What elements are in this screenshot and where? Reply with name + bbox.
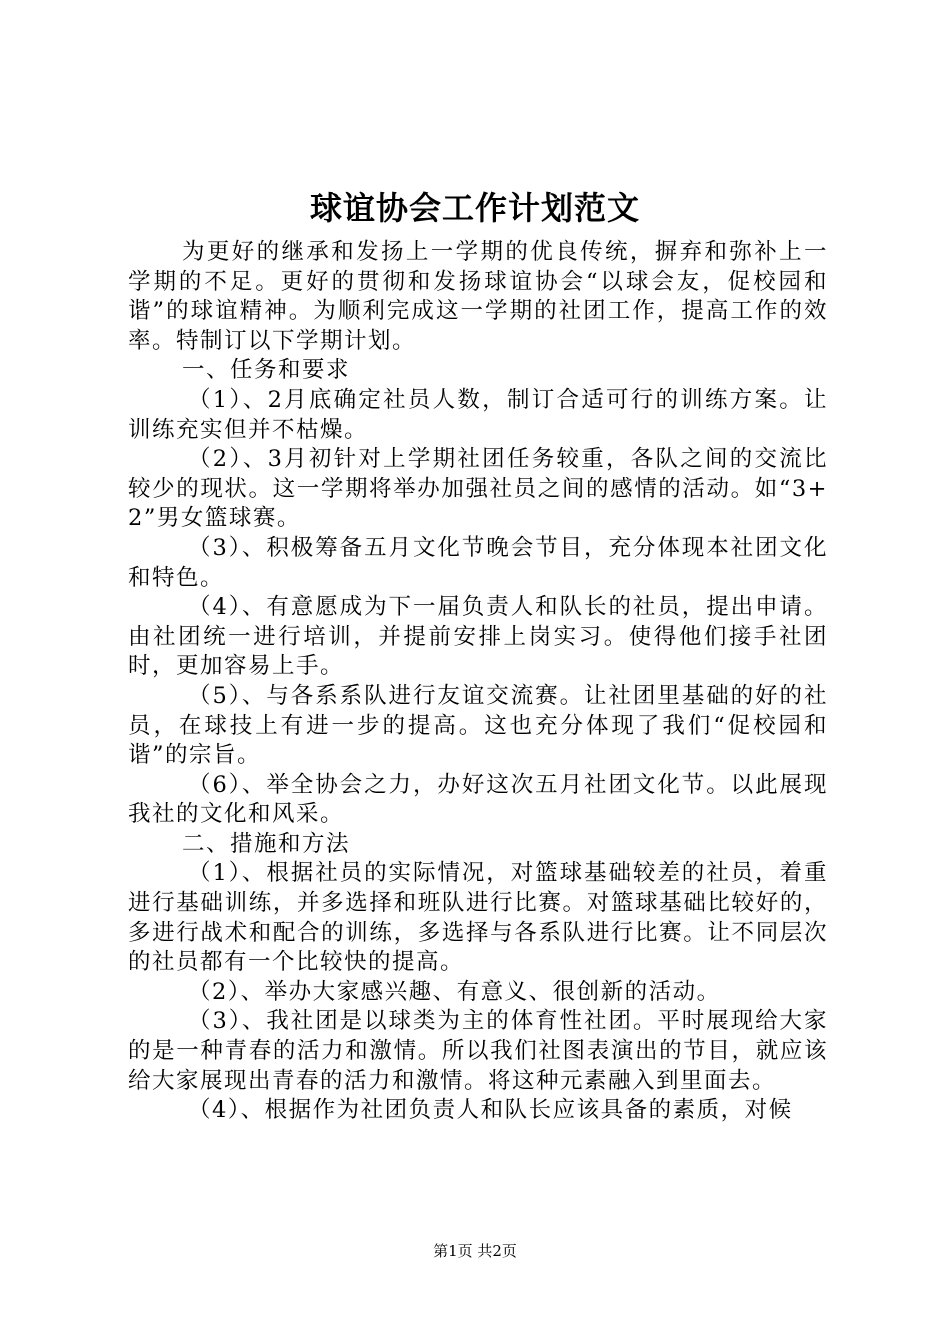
list-item: （1）、2月底确定社员人数，制订合适可行的训练方案。让训练充实但并不枯燥。 [128,386,828,443]
document-title: 球谊协会工作计划范文 [309,189,640,227]
list-item: （4）、根据作为社团负责人和队长应该具备的素质，对候 [188,1097,793,1124]
list-item: （3）、积极筹备五月文化节晚会节目，充分体现本社团文化和特色。 [128,534,828,591]
paragraph-intro: 为更好的继承和发扬上一学期的优良传统，摒弃和弥补上一学期的不足。更好的贯彻和发扬球谊协会“以球会友，促校园和谐”的球谊精神。为顺利完成这一学期的社团工作，提高工作的效率。特制订以下学期计划。 [128,239,828,354]
section-heading-measures: 二、措施和方法 [182,830,351,857]
list-item: （4）、有意愿成为下一届负责人和队长的社员，提出申请。由社团统一进行培训，并提前安排上岗实习。使得他们接手社团时，更加容易上手。 [128,594,828,680]
list-item: （5）、与各系系队进行友谊交流赛。让社团里基础的好的社员，在球技上有进一步的提高。这也充分体现了我们“促校园和谐”的宗旨。 [128,682,828,769]
document-body [128,238,828,1126]
list-item: （1）、根据社员的实际情况，对篮球基础较差的社员，着重进行基础训练，并多选择和班队进行比赛。对篮球基础比较好的，多进行战术和配合的训练，多选择与各系队进行比赛。让不同层次的社员都有一个比较快的提高。 [128,860,828,976]
list-item: （2）、3月初针对上学期社团任务较重，各队之间的交流比较少的现状。这一学期将举办加强社员之间的感情的活动。如“3+2”男女篮球赛。 [128,446,828,532]
page-number-footer: 第1页 共2页 [433,1242,517,1260]
list-item: （3）、我社团是以球类为主的体育性社团。平时展现给大家的是一种青春的活力和激情。所以我们社图表演出的节目，就应该给大家展现出青春的活力和激情。将这种元素融入到里面去。 [128,1008,828,1094]
section-heading-tasks: 一、任务和要求 [182,357,351,384]
list-item: （6）、举全协会之力，办好这次五月社团文化节。以此展现我社的文化和风采。 [128,771,828,828]
list-item: （2）、举办大家感兴趣、有意义、很创新的活动。 [188,978,721,1005]
